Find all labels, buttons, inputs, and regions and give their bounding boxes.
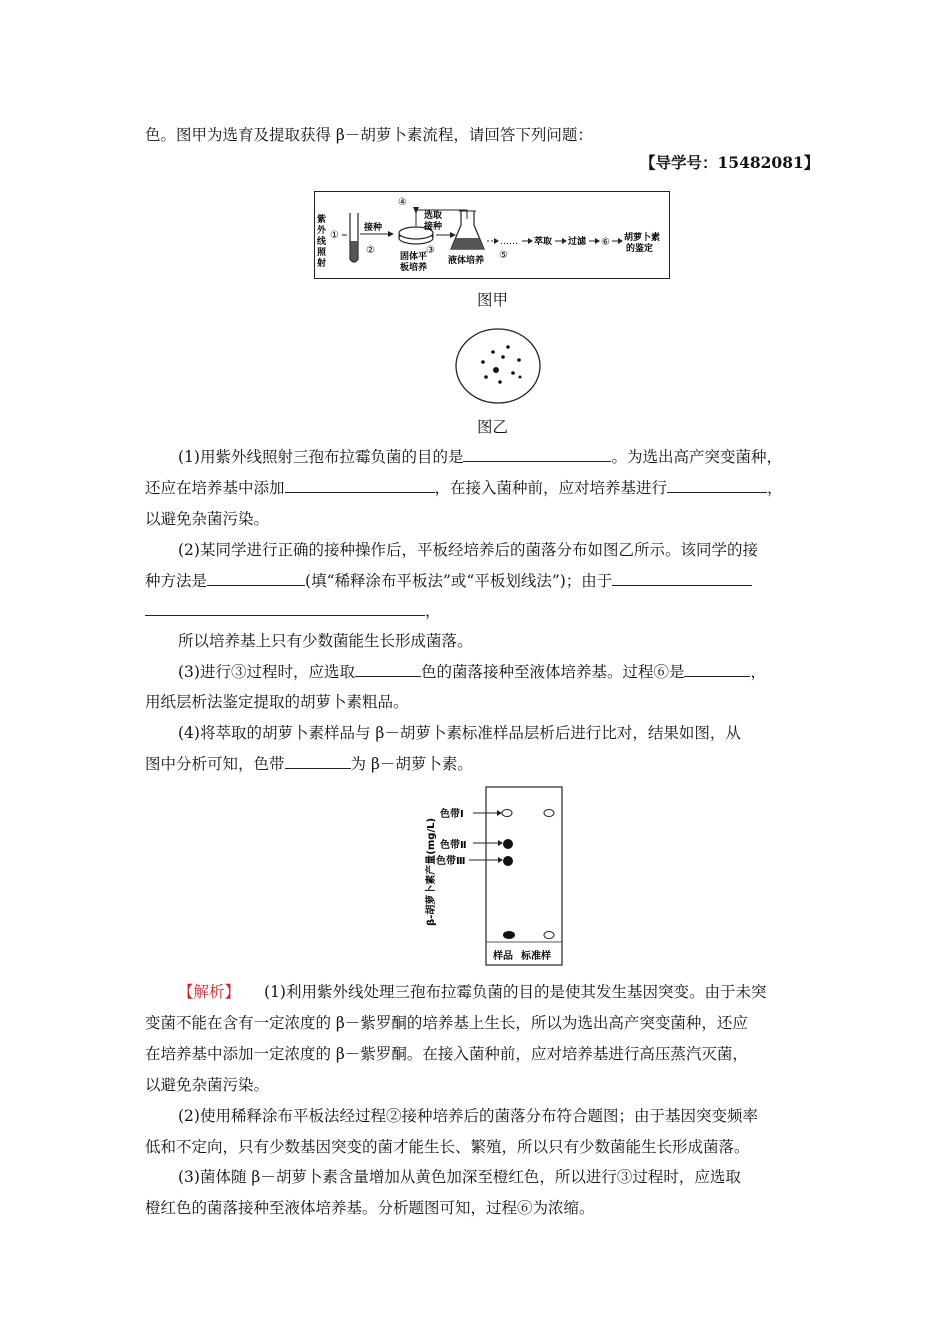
answer-line2: 变菌不能在含有一定浓度的 β－紫罗酮的培养基上生长，所以为选出高产突变菌种，还应 (145, 1014, 748, 1032)
q3-line1 (178, 662, 766, 682)
colony (517, 358, 521, 362)
sample-band3-spot (503, 856, 513, 866)
q3-text-c: ， (750, 663, 766, 681)
colony (491, 350, 495, 354)
step6-label: ⑥ (601, 237, 610, 248)
q2-blank-2[interactable] (612, 571, 752, 586)
q1-line1 (178, 447, 782, 467)
q3-line2: 用纸层析法鉴定提取的胡萝卜素粗品。 (145, 693, 409, 711)
q4-line1: (4)将萃取的胡萝卜素样品与 β－胡萝卜素标准样品层析后进行比对，结果如图，从 (178, 724, 741, 742)
q2-line2 (145, 571, 752, 591)
answer-line8: 橙红色的菌落接种至液体培养基。分析题图可知，过程⑥为浓缩。 (145, 1199, 595, 1217)
standard-band1-spot (544, 810, 554, 817)
reference-number: 【导学号：15482081】 (640, 153, 820, 172)
q2-line4: 所以培养基上只有少数菌能生长形成菌落。 (178, 632, 473, 650)
q2-blank-1[interactable] (207, 571, 305, 586)
sample-band2-spot (503, 839, 513, 849)
q4-line2 (145, 754, 473, 774)
q1-line2 (145, 478, 783, 498)
q1-text-e: ， (767, 479, 783, 497)
q2-line3 (145, 601, 441, 621)
colony (519, 376, 522, 379)
q3-text-b: 色的菌落接种至液体培养基。过程⑥是 (420, 663, 685, 681)
figure-jia-caption: 图甲 (477, 291, 509, 309)
band3-label: 色带Ⅲ (436, 856, 466, 867)
colony (498, 380, 502, 384)
answer-line1 (178, 982, 766, 1002)
q1-text-d: ，在接入菌种前，应对培养基进行 (434, 479, 668, 497)
step1-label: ① (330, 230, 339, 241)
identification-label-1: 胡萝卜素 (624, 233, 661, 243)
q1-text-c: 还应在培养基中添加 (145, 479, 285, 497)
chromatography-figure (418, 786, 566, 968)
filtration-label: 过滤 (568, 237, 587, 247)
answer-line7: (3)菌体随 β－胡萝卜素含量增加从黄色加深至橙红色，所以进行③过程时，应选取 (178, 1168, 741, 1186)
y-axis-label: β-胡萝卜素产量(mg/L) (426, 817, 437, 926)
band1-label: 色带Ⅰ (440, 809, 464, 820)
uv-label-0: 紫 (317, 215, 327, 225)
colony (511, 371, 515, 375)
uv-label-1: 外 (317, 226, 327, 236)
uv-label-2: 线 (317, 237, 327, 247)
q2-text-c: (填“稀释涂布平板法”或“平板划线法”)；由于 (305, 572, 613, 590)
extraction-label: 萃取 (534, 237, 553, 247)
dots-label: …… (500, 237, 518, 247)
sample-label: 样品 (493, 951, 513, 962)
step2-label: ② (366, 245, 375, 256)
select-label-2: 接种 (424, 222, 443, 232)
answer-line5: (2)使用稀释涂布平板法经过程②接种培养后的菌落分布符合题图；由于基因突变频率 (178, 1107, 758, 1125)
q2-text-b: 种方法是 (145, 572, 208, 590)
q1-line3: 以避免杂菌污染。 (145, 510, 270, 528)
q1-text-a: (1)用紫外线照射三孢布拉霉负菌的目的是 (178, 448, 464, 466)
uv-label-3: 照 (317, 248, 327, 258)
q4-text-c: 为 β－胡萝卜素。 (350, 755, 473, 773)
answer-line6: 低和不定向，只有少数基因突变的菌才能生长、繁殖，所以只有少数菌能生长形成菌落。 (145, 1138, 750, 1156)
q3-text-a: (3)进行③过程时，应选取 (178, 663, 355, 681)
colony-plate-figure (453, 327, 543, 405)
q2-line1: (2)某同学进行正确的接种操作后，平板经培养后的菌落分布如图乙所示。该同学的接 (178, 541, 758, 559)
flowchart-figure (314, 191, 670, 279)
step5-label: ⑤ (499, 250, 508, 261)
q3-blank-2[interactable] (684, 662, 750, 677)
select-label-1: 选取 (424, 211, 443, 221)
figure-yi-caption: 图乙 (477, 418, 509, 436)
q1-blank-1[interactable] (463, 447, 611, 462)
step4-label: ④ (398, 197, 407, 208)
identification-label-2: 的鉴定 (626, 244, 654, 254)
solid-culture-label-1: 固体平 (400, 252, 428, 262)
answer-text-1a: (1)利用紫外线处理三孢布拉霉负菌的目的是使其发生基因突变。由于未突 (264, 983, 767, 1001)
analysis-tag: 【解析】 (178, 983, 241, 1001)
solid-culture-label-2: 板培养 (400, 263, 428, 273)
q1-text-b: 。为选出高产突变菌种， (611, 448, 782, 466)
q3-blank-1[interactable] (355, 662, 421, 677)
q4-blank-1[interactable] (285, 754, 351, 769)
colony (501, 355, 505, 359)
q4-text-b: 图中分析可知，色带 (145, 755, 285, 773)
q2-text-d: ， (425, 602, 441, 620)
colony (506, 345, 510, 349)
answer-line3: 在培养基中添加一定浓度的 β－紫罗酮。在接入菌种前，应对培养基进行高压蒸汽灭菌， (145, 1045, 748, 1063)
colony (493, 367, 499, 373)
uv-label-4: 射 (317, 259, 327, 269)
sample-band1-spot (502, 810, 512, 817)
standard-label: 标准样 (521, 951, 551, 962)
liquid-culture-label: 液体培养 (448, 256, 485, 266)
q1-blank-2[interactable] (285, 478, 435, 493)
colony (481, 360, 485, 364)
answer-line4: 以避免杂菌污染。 (145, 1076, 270, 1094)
intro-line: 色。图甲为选育及提取获得 β－胡萝卜素流程，请回答下列问题： (145, 126, 593, 144)
band2-label: 色带Ⅱ (440, 840, 467, 851)
q1-blank-3[interactable] (667, 478, 767, 493)
inoculation-label: 接种 (364, 223, 383, 233)
colony (484, 375, 488, 379)
standard-origin-spot (544, 932, 554, 939)
step3-label: ③ (426, 245, 435, 256)
q2-blank-2-cont[interactable] (145, 601, 425, 616)
sample-origin-spot (503, 931, 515, 939)
